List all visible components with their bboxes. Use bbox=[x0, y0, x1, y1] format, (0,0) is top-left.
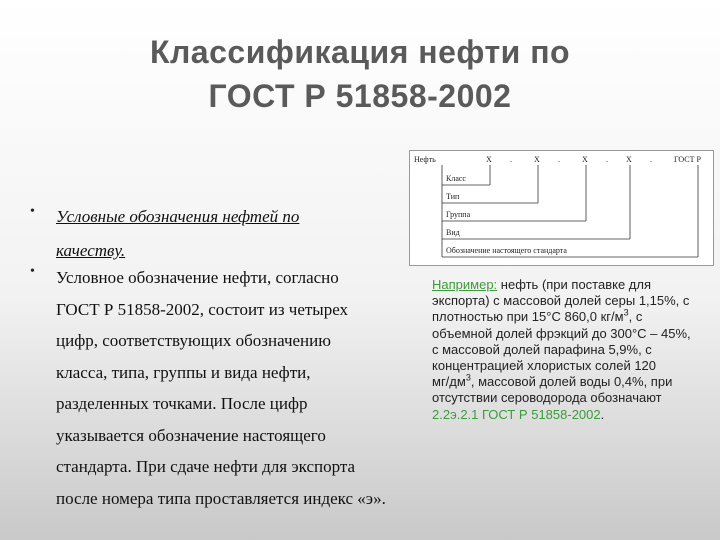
scheme-standard: ГОСТ Р bbox=[674, 155, 701, 164]
scheme-slot: Х bbox=[626, 155, 632, 164]
example-line-3-text: плотностью при 15°С 860,0 кг/м bbox=[432, 309, 624, 325]
bullet-2-line: после номера типа проставляется индекс «э». bbox=[56, 488, 386, 508]
slide-title bbox=[0, 30, 720, 118]
example-line-9 bbox=[432, 407, 717, 423]
bullet-2-line: класса, типа, группы и вида нефти, bbox=[56, 362, 311, 382]
scheme-row-class: Класс bbox=[446, 174, 466, 183]
title-line-2: ГОСТ Р 51858-2002 bbox=[208, 78, 512, 114]
bullet-2-line: указывается обозначение настоящего bbox=[56, 425, 326, 445]
example-line-7 bbox=[432, 374, 717, 390]
example-line-1 bbox=[432, 277, 717, 293]
bullet-2-line: разделенных точками. После цифр bbox=[56, 394, 308, 413]
example-superscript: 3 bbox=[623, 308, 629, 319]
scheme-row-kind: Вид bbox=[446, 228, 460, 237]
scheme-connector-lines bbox=[442, 165, 698, 257]
example-line-2: экспорта) с массовой долей серы 1,15%, с bbox=[432, 293, 690, 309]
scheme-row-group: Группа bbox=[446, 210, 471, 219]
designation-scheme bbox=[409, 150, 714, 266]
bullet-text-1: Условные обозначения нефтей по качеству. bbox=[56, 207, 300, 260]
example-line-5: с массовой долей парафина 5,9%, с bbox=[432, 341, 652, 357]
scheme-slot: Х bbox=[486, 155, 492, 164]
bullet-marker-1: • bbox=[30, 204, 35, 219]
example-line-1-rest: нефть (при поставке для bbox=[497, 277, 652, 292]
example-line-7-tail: , массовой долей воды 0,4%, при bbox=[470, 374, 673, 390]
bullet-2-line: ГОСТ Р 51858-2002, состоит из четырех bbox=[56, 299, 349, 319]
scheme-slot: Х bbox=[582, 155, 588, 164]
scheme-diagram bbox=[410, 151, 713, 265]
scheme-slot: . bbox=[606, 155, 608, 164]
scheme-slot: . bbox=[650, 155, 652, 164]
scheme-slot: . bbox=[510, 155, 512, 164]
bullet-marker-2: • bbox=[30, 264, 35, 279]
example-label: Например: bbox=[432, 277, 498, 292]
bullet-text-2 bbox=[56, 262, 386, 514]
scheme-row-type: Тип bbox=[446, 192, 460, 201]
scheme-slot: Х bbox=[534, 155, 540, 164]
example-paragraph bbox=[432, 277, 717, 423]
example-line-4: объемной долей фрэкций до 300°С – 45%, bbox=[432, 325, 691, 341]
scheme-slot: . bbox=[558, 155, 560, 164]
example-line-6: концентрацией хлористых солей 120 bbox=[432, 358, 657, 374]
example-line-3 bbox=[432, 309, 717, 325]
scheme-head-label: Нефть bbox=[414, 155, 436, 164]
example-superscript: 3 bbox=[465, 372, 471, 383]
example-code-end: . bbox=[600, 406, 605, 422]
example-line-3-tail: , с bbox=[628, 309, 643, 325]
bullet-2-line: цифр, соответствующих обозначению bbox=[56, 331, 331, 350]
title-line-1: Классификация нефти по bbox=[149, 34, 571, 70]
example-line-8: отсутствии сероводорода обозначают bbox=[432, 390, 662, 406]
bullet-2-line: Условное обозначение нефти, согласно bbox=[56, 268, 339, 287]
example-line-7-text: мг/дм bbox=[432, 374, 466, 390]
scheme-row-standard: Обозначение настоящего стандарта bbox=[446, 246, 567, 255]
bullet-2-line: стандарта. При сдаче нефти для экспорта bbox=[56, 457, 356, 476]
example-code: 2.2э.2.1 ГОСТ Р 51858-2002 bbox=[432, 406, 601, 422]
